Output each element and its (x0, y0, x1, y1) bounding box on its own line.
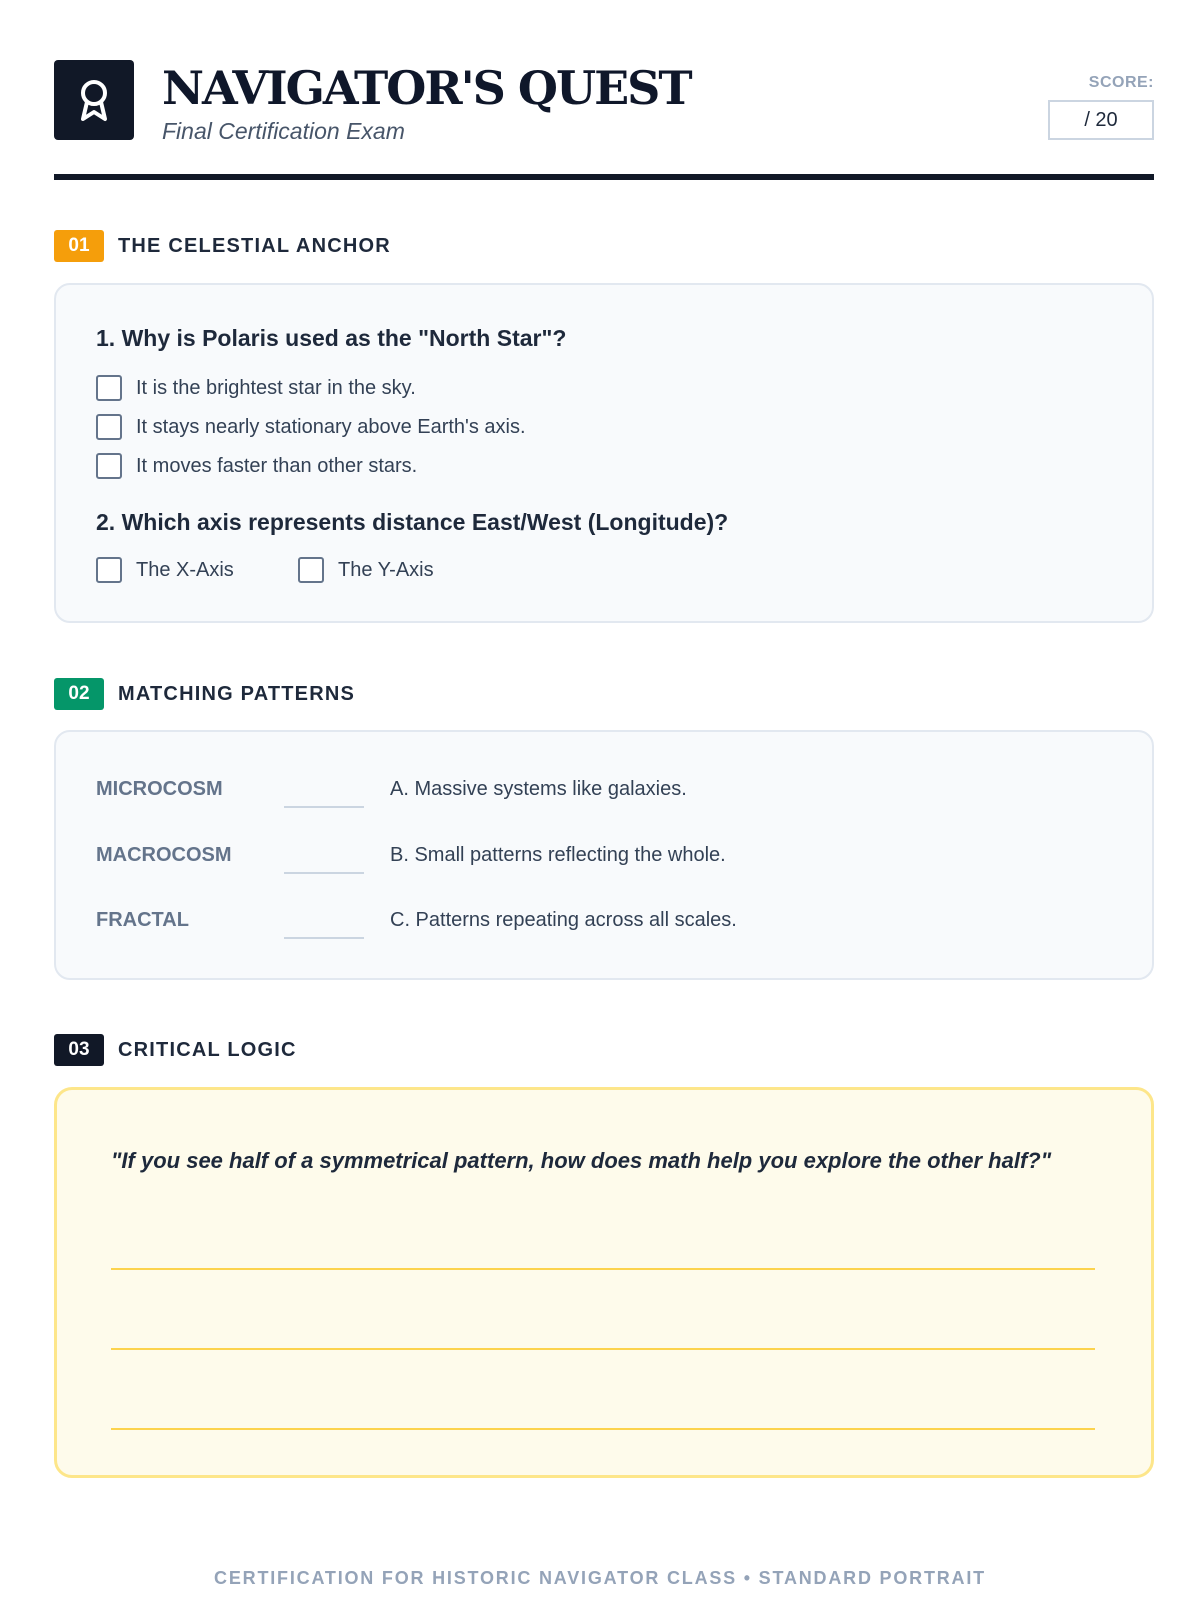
section-header-03 (54, 1034, 297, 1066)
checkbox[interactable] (96, 453, 122, 479)
option-label: It stays nearly stationary above Earth's axis. (136, 415, 526, 438)
match-term-fractal: FRACTAL (96, 909, 189, 931)
award-ribbon-icon (54, 60, 134, 140)
checkbox[interactable] (96, 414, 122, 440)
option-label: The Y-Axis (338, 558, 434, 581)
match-definition-a: A. Massive systems like galaxies. (390, 778, 687, 800)
section-title: THE CELESTIAL ANCHOR (118, 234, 391, 257)
option-1c[interactable] (96, 453, 417, 479)
option-label: It is the brightest star in the sky. (136, 376, 416, 399)
section-number-badge: 03 (54, 1034, 104, 1066)
critical-logic-card (54, 1087, 1154, 1478)
section-title: MATCHING PATTERNS (118, 682, 356, 705)
writing-line[interactable] (111, 1428, 1095, 1430)
option-label: The X-Axis (136, 558, 234, 581)
writing-line[interactable] (111, 1268, 1095, 1270)
exam-subtitle: Final Certification Exam (162, 118, 405, 144)
match-answer-blank[interactable] (284, 806, 364, 808)
exam-header (54, 60, 1154, 180)
header-divider (54, 174, 1154, 180)
match-answer-blank[interactable] (284, 872, 364, 874)
match-definition-c: C. Patterns repeating across all scales. (390, 909, 737, 931)
section-number-badge: 02 (54, 678, 104, 710)
question-1: 1. Why is Polaris used as the "North Star"? (96, 325, 567, 351)
critical-logic-prompt: "If you see half of a symmetrical pattern, how does math help you explore the other half?" (111, 1148, 1052, 1173)
match-term-microcosm: MICROCOSM (96, 778, 223, 800)
question-2: 2. Which axis represents distance East/West (Longitude)? (96, 509, 729, 535)
section-title: CRITICAL LOGIC (118, 1038, 297, 1061)
match-term-macrocosm: MACROCOSM (96, 844, 232, 866)
option-2b[interactable] (298, 557, 434, 583)
option-2a[interactable] (96, 557, 234, 583)
section-number-badge: 01 (54, 230, 104, 262)
match-definition-b: B. Small patterns reflecting the whole. (390, 844, 726, 866)
option-1a[interactable] (96, 375, 416, 401)
matching-card (54, 730, 1154, 980)
option-label: It moves faster than other stars. (136, 454, 418, 477)
footer-text: CERTIFICATION FOR HISTORIC NAVIGATOR CLASS • STANDARD PORTRAIT (214, 1568, 986, 1588)
question-card-celestial (54, 283, 1154, 623)
section-header-02 (54, 678, 355, 710)
checkbox[interactable] (96, 375, 122, 401)
score-label: SCORE: (1088, 74, 1154, 91)
match-answer-blank[interactable] (284, 937, 364, 939)
exam-title: NAVIGATOR'S QUEST (162, 61, 691, 115)
checkbox[interactable] (96, 557, 122, 583)
section-header-01 (54, 230, 391, 262)
checkbox[interactable] (298, 557, 324, 583)
option-1b[interactable] (96, 414, 526, 440)
score-field[interactable]: / 20 (1048, 100, 1154, 140)
writing-line[interactable] (111, 1348, 1095, 1350)
